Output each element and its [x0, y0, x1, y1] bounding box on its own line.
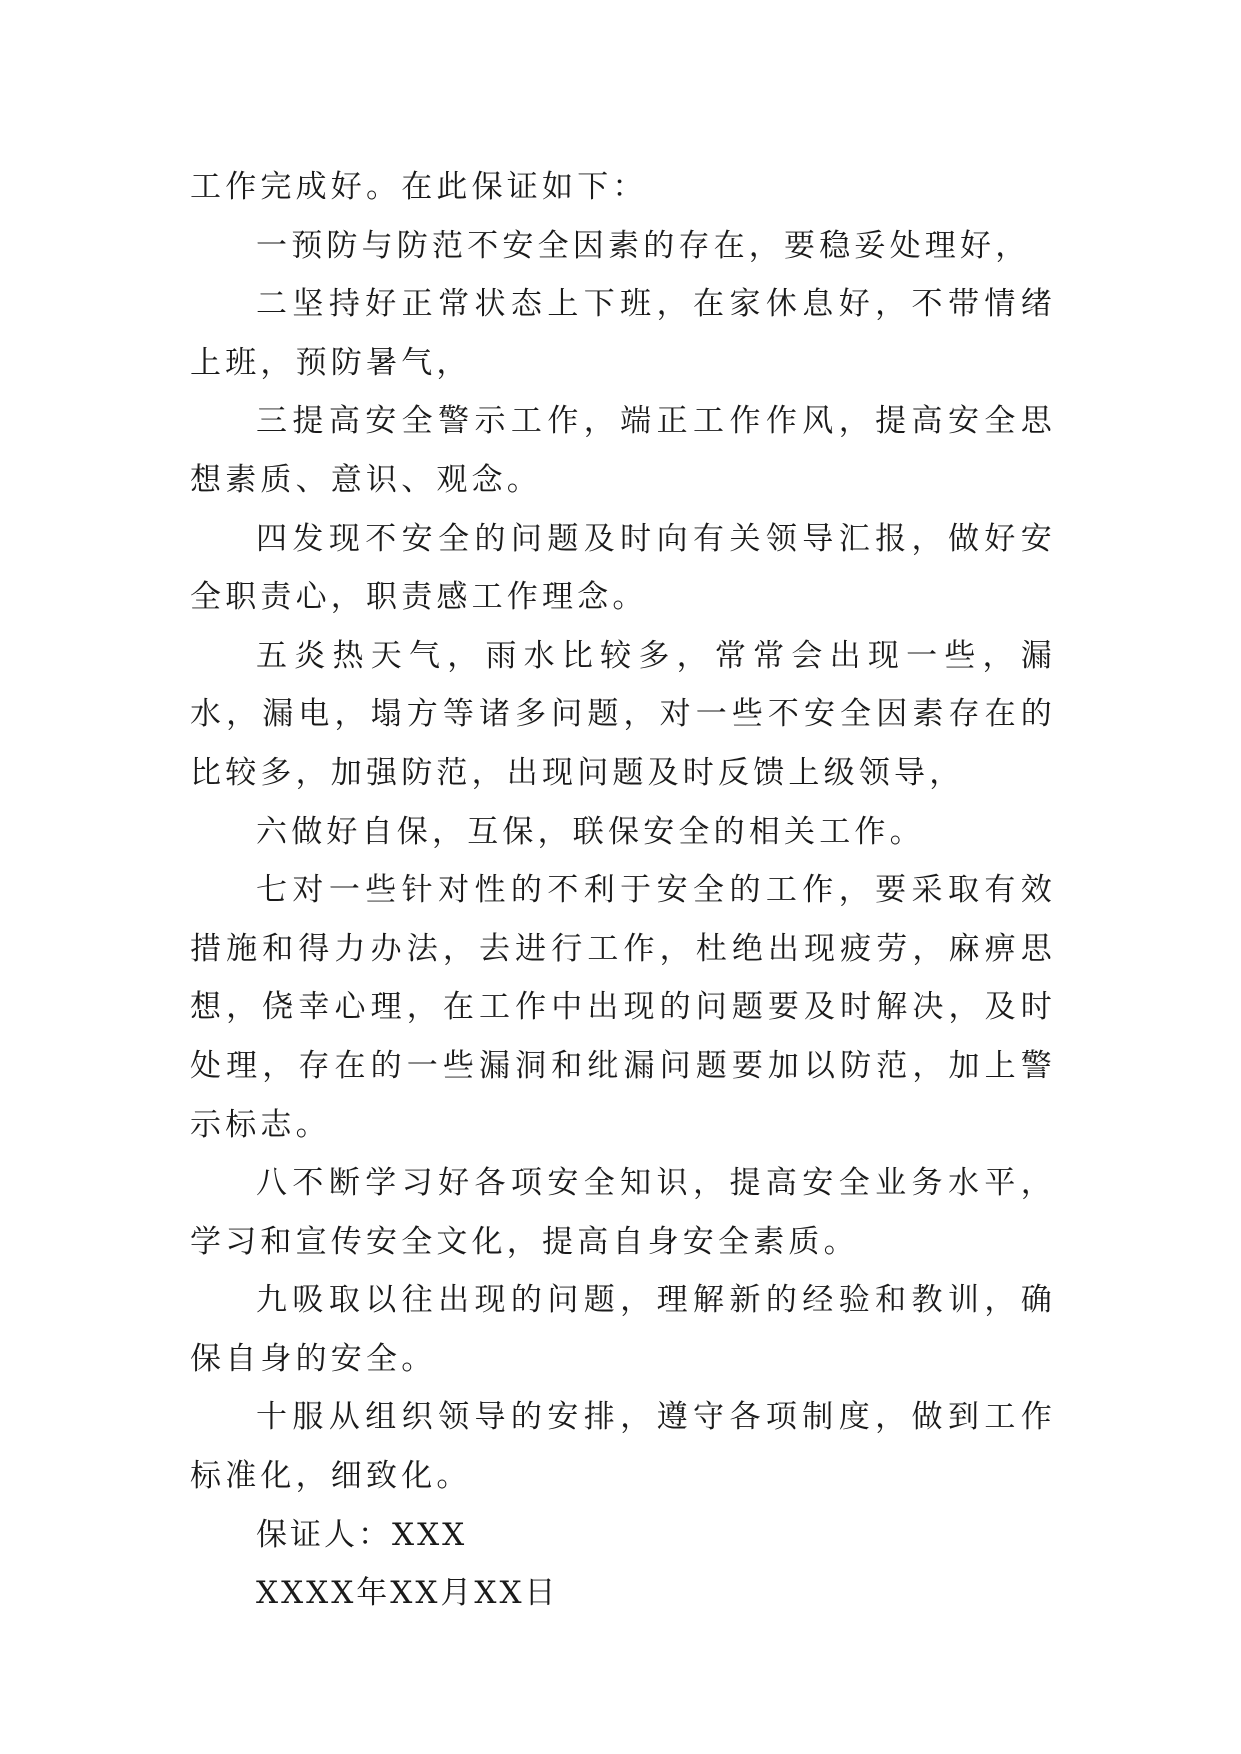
paragraph-item-8: 八不断学习好各项安全知识，提高安全业务水平，学习和宣传安全文化，提高自身安全素质。 — [190, 1165, 1056, 1260]
paragraph-item-3: 三提高安全警示工作，端正工作作风，提高安全思想素质、意识、观念。 — [190, 403, 1056, 498]
paragraph-item-4: 四发现不安全的问题及时向有关领导汇报，做好安全职责心，职责感工作理念。 — [190, 520, 1056, 616]
guarantor-signature: 保证人：XXX — [256, 1516, 468, 1553]
paragraph-item-5: 五炎热天气，雨水比较多，常常会出现一些，漏水，漏电，塌方等诸多问题，对一些不安全因素存在的比较多，加强防范，出现问题及时反馈上级领导， — [190, 637, 1056, 791]
paragraph-item-9: 九吸取以往出现的问题，理解新的经验和教训，确保自身的安全。 — [190, 1282, 1056, 1377]
paragraph-intro: 工作完成好。在此保证如下： — [190, 169, 648, 205]
paragraph-item-1: 一预防与防范不安全因素的存在，要稳妥处理好， — [256, 227, 1031, 264]
paragraph-item-7: 七对一些针对性的不利于安全的工作，要采取有效措施和得力办法，去进行工作，杜绝出现疲劳，麻痹思想，侥幸心理，在工作中出现的问题要及时解决，及时处理，存在的一些漏洞和纰漏问题要加以防范，加上警示标志。 — [190, 872, 1056, 1143]
paragraph-item-6: 六做好自保，互保，联保安全的相关工作。 — [256, 813, 925, 850]
paragraph-item-10: 十服从组织领导的安排，遵守各项制度，做到工作标准化，细致化。 — [190, 1399, 1056, 1495]
document-body — [190, 158, 1056, 1623]
paragraph-item-2: 二坚持好正常状态上下班，在家休息好，不带情绪上班，预防暑气， — [190, 286, 1056, 381]
signature-date: XXXX年XX月XX日 — [256, 1575, 559, 1612]
